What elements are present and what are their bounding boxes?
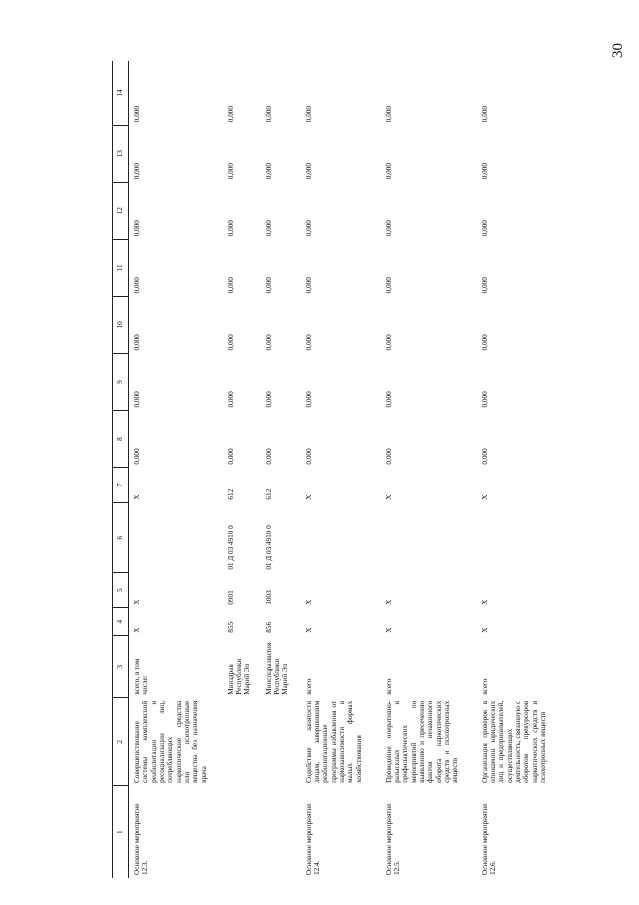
cell-col-13: 0,000 xyxy=(133,163,141,180)
column-number-header-row xyxy=(113,61,129,878)
cell-col-11: 0,000 xyxy=(133,277,141,294)
cell-col-4: X xyxy=(133,627,141,633)
column-header: 10 xyxy=(113,296,129,353)
cell-col-9: 0,000 xyxy=(133,391,141,408)
cell-col-12: 0,000 xyxy=(480,220,489,237)
cell-col-11: 0,000 xyxy=(264,277,273,294)
cell-col-9: 0,000 xyxy=(226,391,235,408)
table-row xyxy=(129,61,225,878)
column-header: 9 xyxy=(113,353,129,410)
cell-col-9: 0,000 xyxy=(480,391,489,408)
column-header: 2 xyxy=(113,698,129,786)
cell-col-1 xyxy=(225,786,263,878)
cell-col-12: 0,000 xyxy=(226,220,235,237)
cell-col-14: 0,000 xyxy=(133,106,141,123)
column-header: 12 xyxy=(113,182,129,239)
cell-col-2 xyxy=(263,698,301,786)
cell-col-11: 0,000 xyxy=(304,277,313,294)
cell-col-9: 0,000 xyxy=(384,391,393,408)
column-header: 7 xyxy=(113,468,129,503)
cell-col-10: 0,000 xyxy=(480,334,489,351)
budget-table xyxy=(112,61,573,878)
cell-col-3: всего xyxy=(480,678,489,695)
cell-col-5: X xyxy=(384,599,393,605)
cell-col-12: 0,000 xyxy=(384,220,393,237)
cell-col-3: Минздрав Республики Марий Эл xyxy=(226,658,252,695)
cell-col-7: X xyxy=(133,494,141,500)
column-header: 5 xyxy=(113,573,129,608)
cell-col-7: X xyxy=(304,494,313,500)
cell-col-6 xyxy=(477,503,573,573)
cell-col-14: 0,000 xyxy=(264,106,273,123)
column-header: 11 xyxy=(113,239,129,296)
column-header: 6 xyxy=(113,503,129,573)
cell-col-6: 01 Д 03 4910 0 xyxy=(264,525,273,570)
column-header: 13 xyxy=(113,125,129,182)
cell-col-14: 0,000 xyxy=(384,106,393,123)
column-header: 8 xyxy=(113,411,129,468)
cell-col-11: 0,000 xyxy=(226,277,235,294)
cell-col-6: 01 Д 03 4910 0 xyxy=(226,525,235,570)
cell-col-4: X xyxy=(384,627,393,633)
cell-col-4: 856 xyxy=(264,621,273,633)
column-header: 1 xyxy=(113,786,129,878)
cell-col-2: Содействие занятости лицам, завершившим реабилитационные программы избавления от наркозависимости в малых формах хозяйствования xyxy=(304,700,363,783)
cell-col-10: 0,000 xyxy=(226,334,235,351)
cell-col-12: 0,000 xyxy=(264,220,273,237)
cell-col-7: X xyxy=(480,494,489,500)
cell-col-13: 0,000 xyxy=(480,163,489,180)
cell-col-14: 0,000 xyxy=(226,106,235,123)
cell-col-5: 1003 xyxy=(264,590,273,605)
cell-col-14: 0,000 xyxy=(304,106,313,123)
cell-col-6 xyxy=(381,503,477,573)
cell-col-7: X xyxy=(384,494,393,500)
cell-col-8: 0,000 xyxy=(226,448,235,465)
table-row xyxy=(263,61,301,878)
cell-col-5: 0901 xyxy=(226,590,235,605)
cell-col-5: X xyxy=(480,599,489,605)
cell-col-1 xyxy=(263,786,301,878)
cell-col-6 xyxy=(301,503,381,573)
cell-col-10: 0,000 xyxy=(264,334,273,351)
cell-col-11: 0,000 xyxy=(480,277,489,294)
cell-col-2: Организация проверок в отношении юридических лиц и предпринимателей, осуществляющих деятельность, связанную с оборотом прекурсоров наркотических средств и психотропных веществ xyxy=(480,700,547,783)
cell-col-13: 0,000 xyxy=(304,163,313,180)
cell-col-2: Совершенствование системы комплексной реабилитации и ресоциализации лиц, потребляющих наркотические средства или психотропные вещества без назначения врача xyxy=(133,700,208,783)
cell-col-5: X xyxy=(133,599,141,605)
table-row xyxy=(381,61,477,878)
cell-col-4: X xyxy=(304,627,313,633)
cell-col-11: 0,000 xyxy=(384,277,393,294)
column-header: 3 xyxy=(113,636,129,698)
cell-col-9: 0,000 xyxy=(304,391,313,408)
cell-col-14: 0,000 xyxy=(480,106,489,123)
cell-col-1: Основное мероприятие 12.4. xyxy=(304,803,321,875)
column-header: 4 xyxy=(113,608,129,636)
cell-col-2 xyxy=(225,698,263,786)
cell-col-13: 0,000 xyxy=(264,163,273,180)
cell-col-8: 0,000 xyxy=(133,448,141,465)
cell-col-13: 0,000 xyxy=(226,163,235,180)
rotated-table-sheet xyxy=(112,61,639,878)
cell-col-2: Проведение оперативно-разыскных и профилактических мероприятий по выявлению и пресечению фактов незаконного оборота наркотических средств и психотропных веществ xyxy=(384,700,460,783)
cell-col-8: 0,000 xyxy=(304,448,313,465)
column-header: 14 xyxy=(113,61,129,125)
cell-col-3: Минсоцразвития Республики Марий Эл xyxy=(264,642,290,695)
cell-col-8: 0,000 xyxy=(480,448,489,465)
table-body xyxy=(129,61,573,878)
cell-col-3: всего xyxy=(304,678,313,695)
cell-col-5: X xyxy=(304,599,313,605)
table-row xyxy=(225,61,263,878)
cell-col-13: 0,000 xyxy=(384,163,393,180)
cell-col-3: всего xyxy=(384,678,393,695)
table-row xyxy=(477,61,573,878)
cell-col-10: 0,000 xyxy=(133,334,141,351)
cell-col-1: Основное мероприятие 12.5. xyxy=(384,803,401,875)
table-row xyxy=(301,61,381,878)
cell-col-8: 0,000 xyxy=(264,448,273,465)
cell-col-12: 0,000 xyxy=(304,220,313,237)
cell-col-1: Основное мероприятие 12.6. xyxy=(480,803,497,875)
cell-col-10: 0,000 xyxy=(304,334,313,351)
cell-col-4: X xyxy=(480,627,489,633)
cell-col-3: всего, в том числе: xyxy=(133,658,150,695)
page-number: 30 xyxy=(610,43,626,58)
cell-col-1: Основное мероприятие 12.3. xyxy=(133,803,150,875)
cell-col-6 xyxy=(129,503,225,573)
cell-col-4: 855 xyxy=(226,621,235,633)
cell-col-10: 0,000 xyxy=(384,334,393,351)
cell-col-7: 612 xyxy=(226,488,235,500)
cell-col-9: 0,000 xyxy=(264,391,273,408)
cell-col-7: 612 xyxy=(264,488,273,500)
cell-col-12: 0,000 xyxy=(133,220,141,237)
cell-col-8: 0,000 xyxy=(384,448,393,465)
